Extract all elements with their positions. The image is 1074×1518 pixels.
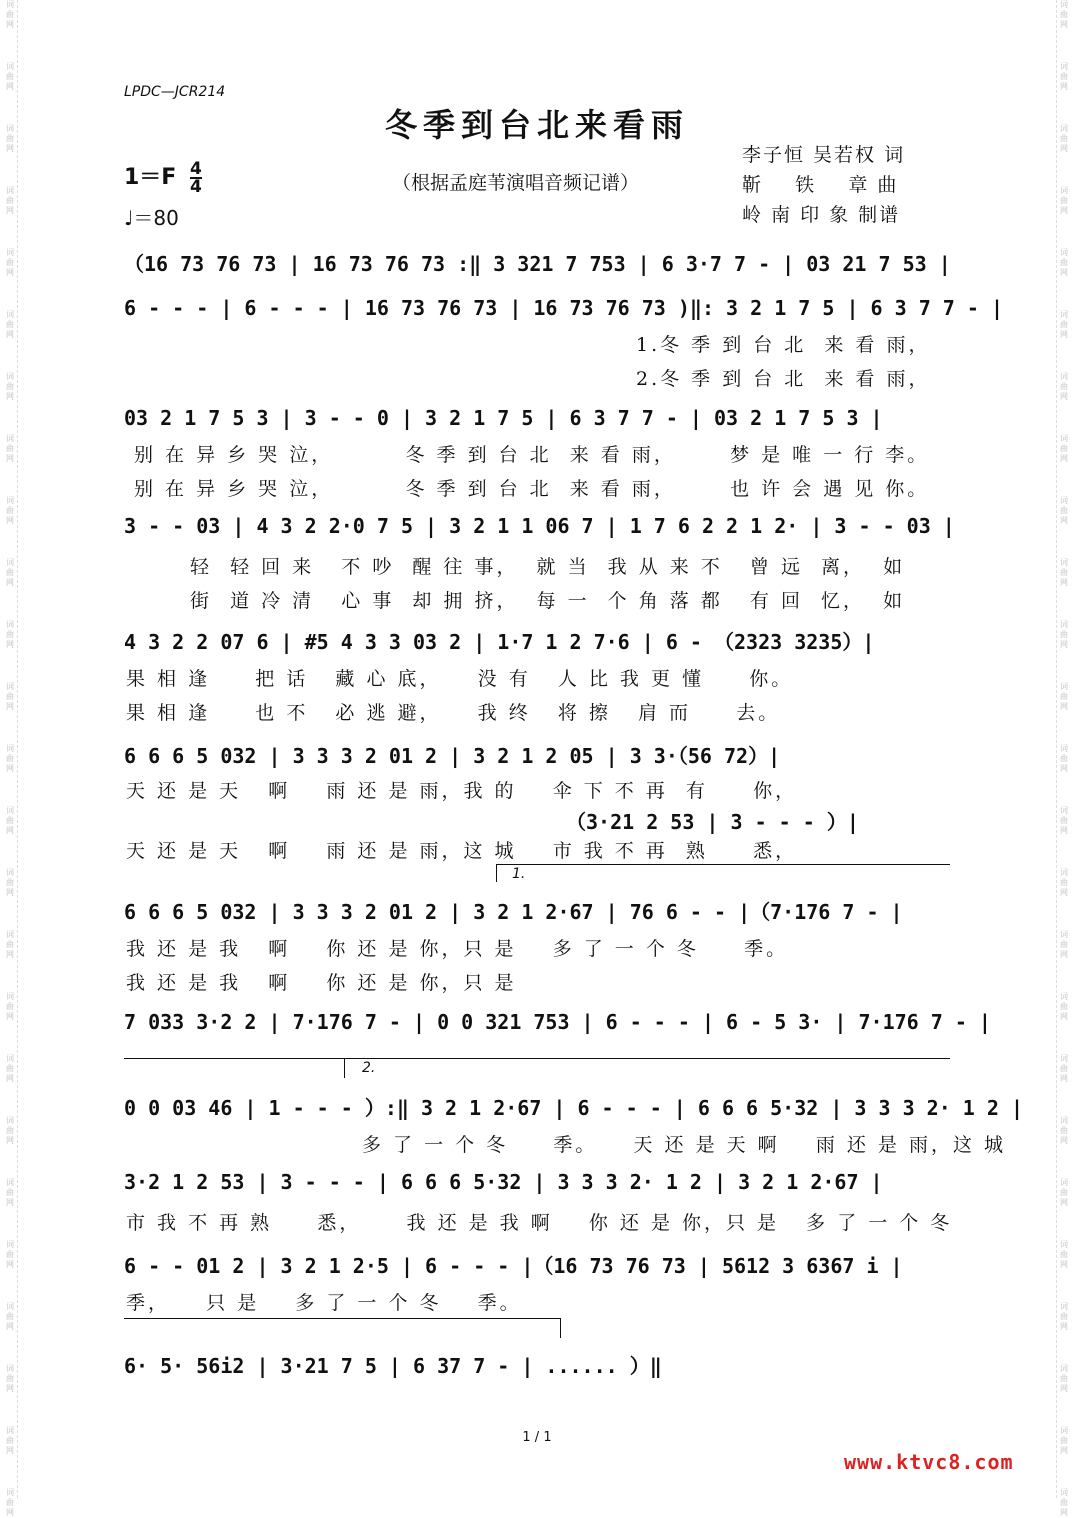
notation-line-9: 0 0 03 46 | 1 - - - ）:‖ 3 2 1 2·67 | 6 - - - | 6 6 6 5·32 | 3 3 3 2· 1 2 | (124, 1096, 1023, 1120)
credit-composer: 靳 铁 章 曲 (742, 174, 899, 196)
lyric-line: 果 相 逢 把 话 藏 心 底， 没 有 人 比 我 更 懂 你。 (126, 668, 794, 690)
volta-2-bracket (124, 1058, 950, 1059)
notation-line-6: 6 6 6 5 032 | 3 3 3 2 01 2 | 3 2 1 2 05 | 3 3·（56 72）| (124, 744, 781, 768)
volta-1-bracket (496, 864, 950, 865)
watermark-left-strip: 词曲网 词曲网 词曲网 词曲网 词曲网 词曲网 词曲网 词曲网 词曲网 词曲网 词曲网 词曲网 词曲网 词曲网 词曲网 词曲网 词曲网 词曲网 词曲网 词曲网 词曲网 词曲网 词曲网 词曲网 词曲网 (3, 0, 18, 1498)
watermark-right-strip: 词曲网 词曲网 词曲网 词曲网 词曲网 词曲网 词曲网 词曲网 词曲网 词曲网 词曲网 词曲网 词曲网 词曲网 词曲网 词曲网 词曲网 词曲网 词曲网 词曲网 词曲网 词曲网 词曲网 词曲网 词曲网 (1056, 0, 1071, 1498)
lyric-line: 别 在 异 乡 哭 泣， 冬 季 到 台 北 来 看 雨， 梦 是 唯 一 行 李。 (134, 444, 930, 466)
source-note: （根据孟庭苇演唱音频记谱） (392, 172, 640, 194)
lyric-line: 2.冬 季 到 台 北 来 看 雨， (636, 368, 931, 390)
lyric-line: 天 还 是 天 啊 雨 还 是 雨，我 的 伞 下 不 再 有 你， (126, 780, 798, 802)
notation-line-2: 6 - - - | 6 - - - | 16 73 76 73 | 16 73 76 73 )‖: 3 2 1 7 5 | 6 3 7 7 - | (124, 296, 1003, 320)
volta-1-label: 1. (512, 866, 526, 882)
notation-line-8: 7 033 3·2 2 | 7·176 7 - | 0 0 321 753 | 6 - - - | 6 - 5 3· | 7·176 7 - | (124, 1010, 991, 1034)
lyric-line: 我 还 是 我 啊 你 还 是 你，只 是 多 了 一 个 冬 季。 (126, 938, 789, 960)
key-signature (124, 160, 202, 195)
song-title: 冬季到台北来看雨 (384, 106, 689, 144)
notation-line-5: 4 3 2 2 07 6 | #5 4 3 3 03 2 | 1·7 1 2 7·6 | 6 - （2323 3235）| (124, 630, 875, 654)
lyric-line: 轻 轻 回 来 不 吵 醒 往 事， 就 当 我 从 来 不 曾 远 离， 如 (190, 556, 906, 578)
notation-line-3: 03 2 1 7 5 3 | 3 - - 0 | 3 2 1 7 5 | 6 3 7 7 - | 03 2 1 7 5 3 | (124, 406, 883, 430)
lyric-line: 天 还 是 天 啊 雨 还 是 雨，这 城 市 我 不 再 熟 悉， (126, 840, 798, 862)
notation-ossia: （3·21 2 53 | 3 - - - ）| (566, 810, 859, 834)
notation-line-1: （16 73 76 73 | 16 73 76 73 :‖ 3 321 7 753 | 6 3·7 7 - | 03 21 7 53 | (124, 252, 951, 276)
lyric-line: 街 道 冷 清 心 事 却 拥 挤， 每 一 个 角 落 都 有 回 忆， 如 (190, 590, 906, 612)
notation-line-11: 6 - - 01 2 | 3 2 1 2·5 | 6 - - - |（16 73 76 73 | 5612 3 6367 i | (124, 1254, 903, 1278)
lyric-line: 多 了 一 个 冬 季。 天 还 是 天 啊 雨 还 是 雨，这 城 (362, 1134, 1006, 1156)
volta-2-label: 2. (362, 1060, 376, 1076)
time-signature: $\frac{4}{4}$ (190, 159, 202, 197)
lyric-line: 市 我 不 再 熟 悉， 我 还 是 我 啊 你 还 是 你，只 是 多 了 一 个 冬 (126, 1212, 953, 1234)
notation-line-10: 3·2 1 2 53 | 3 - - - | 6 6 6 5·32 | 3 3 3 2· 1 2 | 3 2 1 2·67 | (124, 1170, 883, 1194)
lyric-line: 果 相 逢 也 不 必 逃 避， 我 终 将 擦 肩 而 去。 (126, 702, 781, 724)
score-code: LPDC—JCR214 (124, 84, 226, 100)
credit-arranger: 岭 南 印 象 制谱 (742, 204, 901, 226)
key-label: 1＝F (124, 165, 177, 190)
notation-line-7: 6 6 6 5 032 | 3 3 3 2 01 2 | 3 2 1 2·67 | 76 6 - - |（7·176 7 - | (124, 900, 903, 924)
credit-lyricist: 李子恒 吴若权 词 (742, 144, 906, 166)
lyric-line: 1.冬 季 到 台 北 来 看 雨， (636, 334, 931, 356)
tempo-mark: ♩＝80 (124, 206, 179, 230)
notation-line-12: 6· 5· 56i2 | 3·21 7 5 | 6 37 7 - | ...... ）‖ (124, 1354, 662, 1378)
notation-line-4: 3 - - 03 | 4 3 2 2·0 7 5 | 3 2 1 1 06 7 | 1 7 6 2 2 1 2· | 3 - - 03 | (124, 514, 955, 538)
lyric-line: 季， 只 是 多 了 一 个 冬 季。 (126, 1292, 522, 1314)
volta-2-hook (344, 1058, 345, 1078)
lyric-line: 我 还 是 我 啊 你 还 是 你，只 是 (126, 972, 517, 994)
coda-hook (560, 1318, 561, 1338)
lyric-line: 别 在 异 乡 哭 泣， 冬 季 到 台 北 来 看 雨， 也 许 会 遇 见 你。 (134, 478, 930, 500)
site-watermark: www.ktvc8.com (844, 1450, 1014, 1474)
coda-bracket (124, 1318, 560, 1319)
page-number: 1 / 1 (522, 1430, 552, 1445)
volta-1-hook (496, 864, 497, 882)
